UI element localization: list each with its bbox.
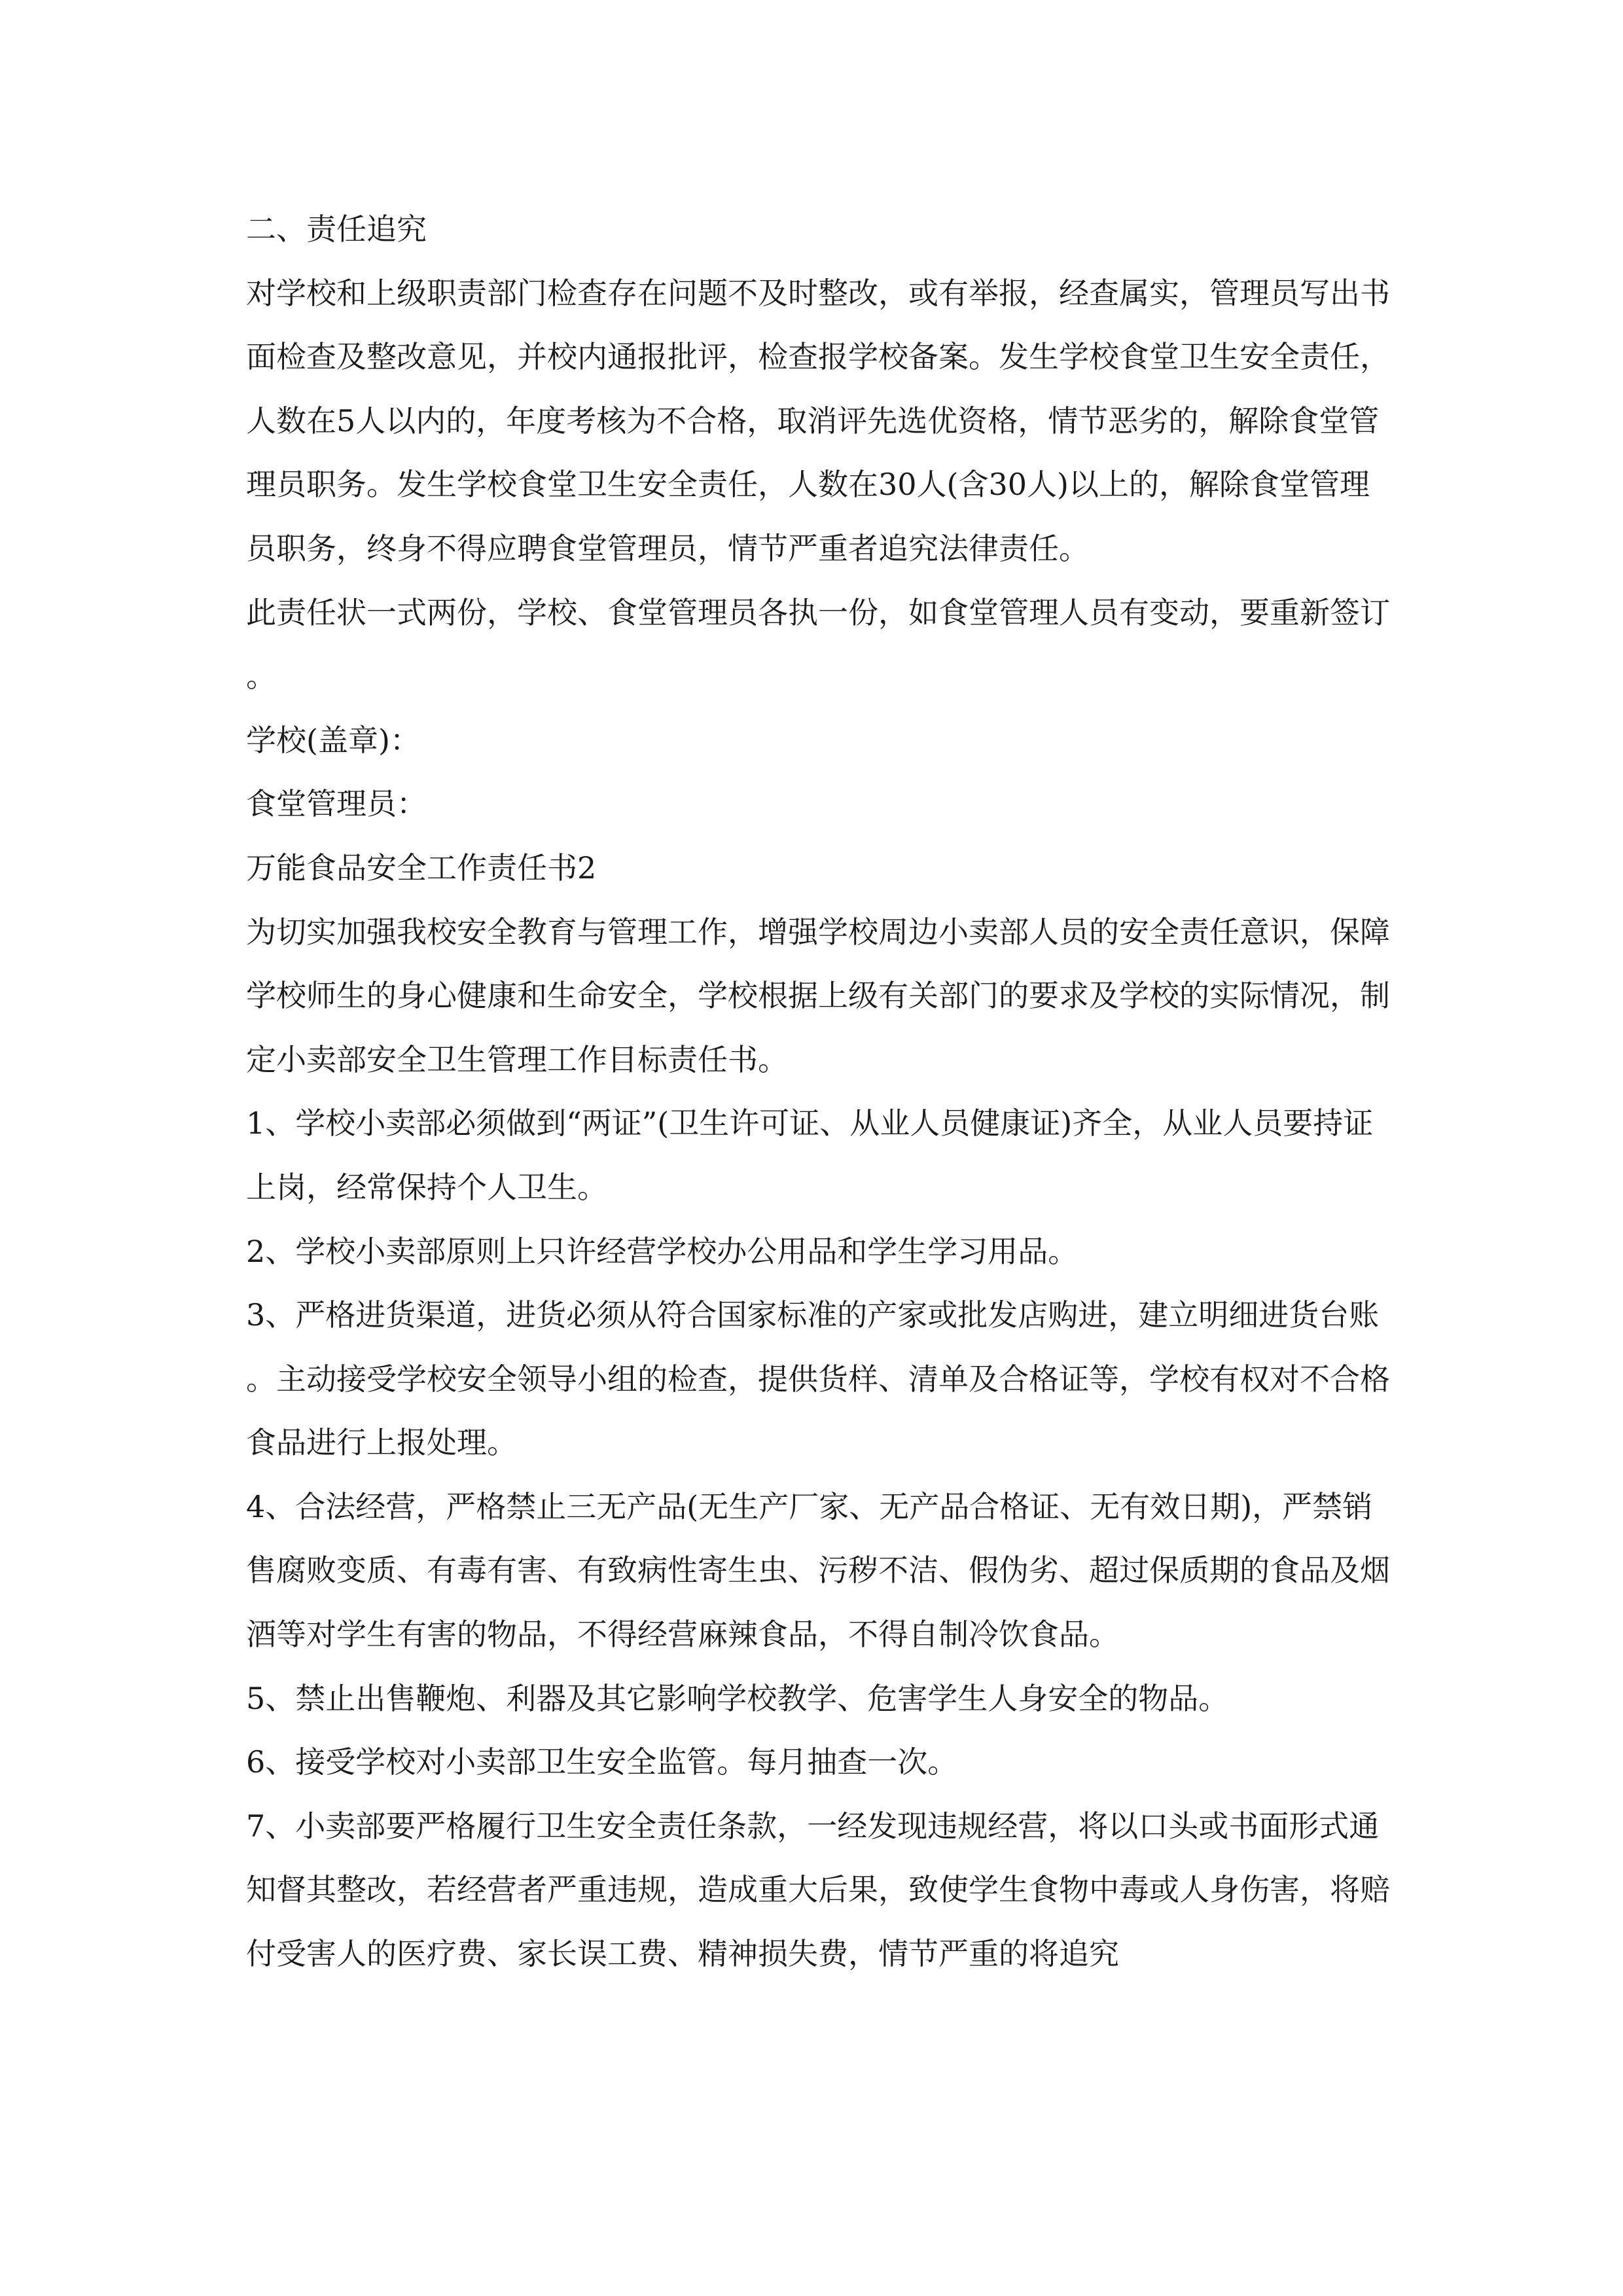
list-item-5: 5、禁止出售鞭炮、利器及其它影响学校教学、危害学生人身安全的物品。 (246, 1680, 1229, 1716)
signature-line-canteen-manager: 食堂管理员： (246, 786, 427, 822)
section-heading-accountability: 二、责任追究 (246, 211, 427, 247)
paragraph-accountability-terms: 对学校和上级职责部门检查存在问题不及时整改，或有举报，经查属实，管理员写出书面检查及整改意见，并校内通报批评，检查报学校备案。发生学校食堂卫生安全责任，人数在5人以内的，年度考核为不合格，取消评先选优资格，情节恶劣的，解除食堂管理员职务。发生学校食堂卫生安全责任，人数在30人(含30人)以上的，解除食堂管理员职务，终身不得应聘食堂管理员，情节严重者追究法律责任。 (246, 275, 1390, 566)
list-item-4: 4、合法经营，严格禁止三无产品(无生产厂家、无产品合格证、无有效日期)，严禁销售腐败变质、有毒有害、有致病性寄生虫、污秽不洁、假伪劣、超过保质期的食品及烟酒等对学生有害的物品，不得经营麻辣食品，不得自制冷饮食品。 (246, 1488, 1390, 1653)
list-item-3: 3、严格进货渠道，进货必须从符合国家标准的产家或批发店购进，建立明细进货台账。主动接受学校安全领导小组的检查，提供货样、清单及合格证等，学校有权对不合格食品进行上报处理。 (246, 1297, 1390, 1461)
document-body (246, 198, 1398, 1986)
list-item-1: 1、学校小卖部必须做到“两证”(卫生许可证、从业人员健康证)齐全，从业人员要持证上岗，经常保持个人卫生。 (246, 1105, 1374, 1205)
list-item-6: 6、接受学校对小卖部卫生安全监管。每月抽查一次。 (246, 1744, 958, 1780)
signature-line-school: 学校(盖章)： (246, 722, 420, 758)
document-title-2: 万能食品安全工作责任书2 (246, 850, 597, 886)
list-item-2: 2、学校小卖部原则上只许经营学校办公用品和学生学习用品。 (246, 1233, 1079, 1269)
list-item-7: 7、小卖部要严格履行卫生安全责任条款，一经发现违规经营，将以口头或书面形式通知督其整改，若经营者严重违规，造成重大后果，致使学生食物中毒或人身伤害，将赔付受害人的医疗费、家长误工费、精神损失费，情节严重的将追究 (246, 1808, 1390, 1972)
paragraph-intro: 为切实加强我校安全教育与管理工作，增强学校周边小卖部人员的安全责任意识，保障学校师生的身心健康和生命安全，学校根据上级有关部门的要求及学校的实际情况，制定小卖部安全卫生管理工作目标责任书。 (246, 914, 1390, 1077)
paragraph-copies-note: 此责任状一式两份，学校、食堂管理员各执一份，如食堂管理人员有变动，要重新签订。 (246, 594, 1390, 694)
